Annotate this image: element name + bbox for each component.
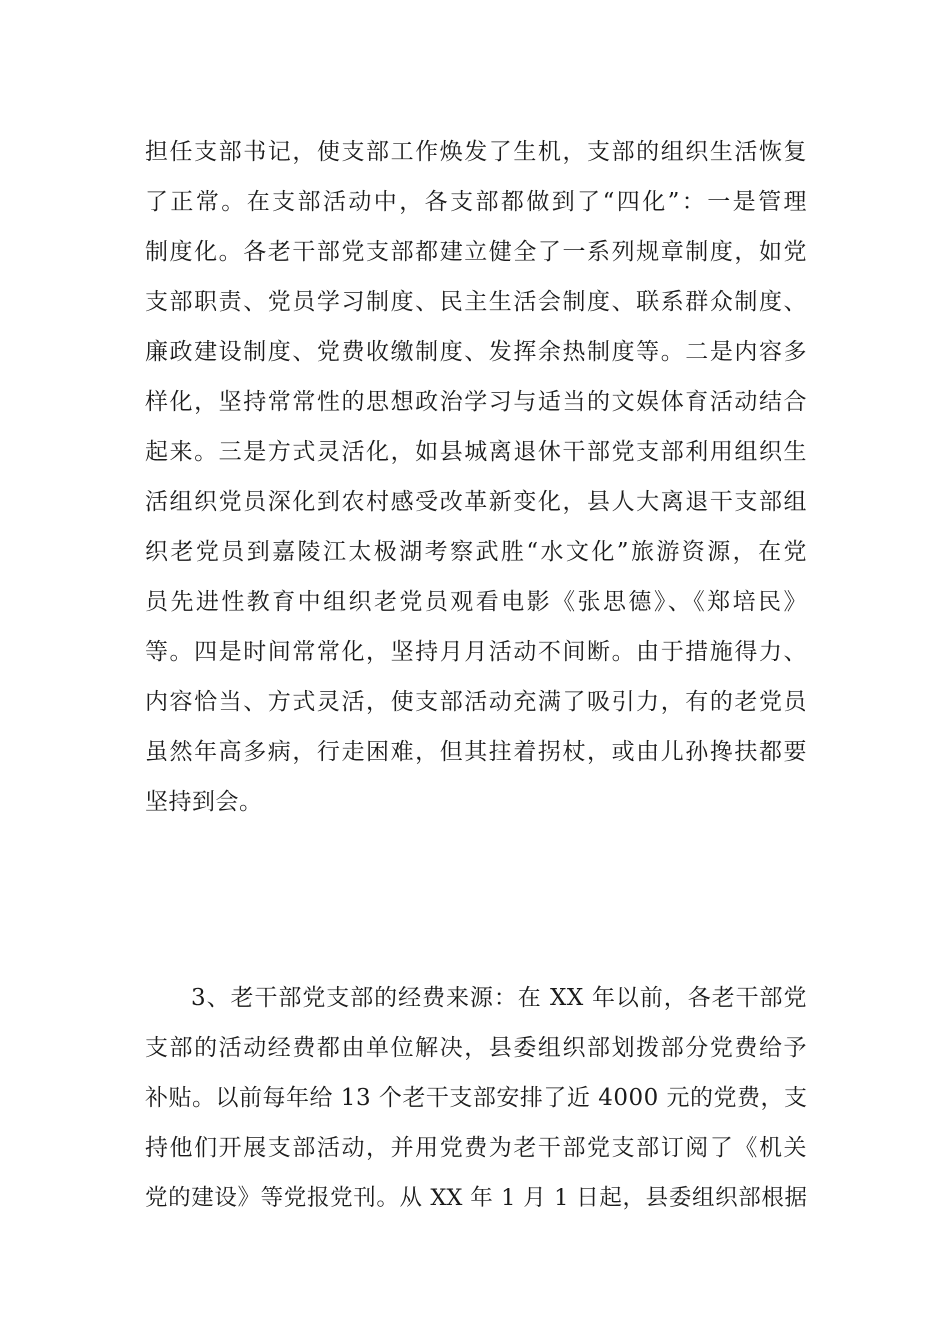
text-line: 起来。三是方式灵活化，如县城离退休干部党支部利用组织生 xyxy=(145,439,807,465)
text-line: 廉政建设制度、党费收缴制度、发挥余热制度等。二是内容多 xyxy=(145,339,807,365)
text-line: 补贴。以前每年给 13 个老干支部安排了近 4000 元的党费，支 xyxy=(145,1085,808,1111)
text-line: 虽然年高多病，行走困难，但其拄着拐杖，或由儿孙搀扶都要 xyxy=(145,739,807,765)
text-line: 3、老干部党支部的经费来源：在 XX 年以前，各老干部党 xyxy=(191,985,807,1011)
text-line: 等。四是时间常常化，坚持月月活动不间断。由于措施得力、 xyxy=(145,639,807,665)
text-line: 员先进性教育中组织老党员观看电影《张思德》、《郑培民》 xyxy=(145,589,807,615)
paragraph-funding-sources xyxy=(145,973,807,1223)
text-line: 支部的活动经费都由单位解决，县委组织部划拨部分党费给予 xyxy=(145,1035,807,1061)
text-line: 坚持到会。 xyxy=(145,789,263,815)
paragraph-party-branch-activities xyxy=(145,127,807,827)
text-line: 了正常。在支部活动中，各支部都做到了“四化”：一是管理 xyxy=(145,189,807,215)
text-line: 织老党员到嘉陵江太极湖考察武胜“水文化”旅游资源，在党 xyxy=(145,539,807,565)
text-line: 党的建设》等党报党刊。从 XX 年 1 月 1 日起，县委组织部根据 xyxy=(145,1185,807,1211)
text-line: 样化，坚持常常性的思想政治学习与适当的文娱体育活动结合 xyxy=(145,389,807,415)
text-line: 担任支部书记，使支部工作焕发了生机，支部的组织生活恢复 xyxy=(145,139,807,165)
text-line: 内容恰当、方式灵活，使支部活动充满了吸引力，有的老党员 xyxy=(145,689,807,715)
text-line: 持他们开展支部活动，并用党费为老干部党支部订阅了《机关 xyxy=(145,1135,807,1161)
text-line: 制度化。各老干部党支部都建立健全了一系列规章制度，如党 xyxy=(145,239,807,265)
text-line: 支部职责、党员学习制度、民主生活会制度、联系群众制度、 xyxy=(145,289,807,315)
text-line: 活组织党员深化到农村感受改革新变化，县人大离退干支部组 xyxy=(145,489,807,515)
